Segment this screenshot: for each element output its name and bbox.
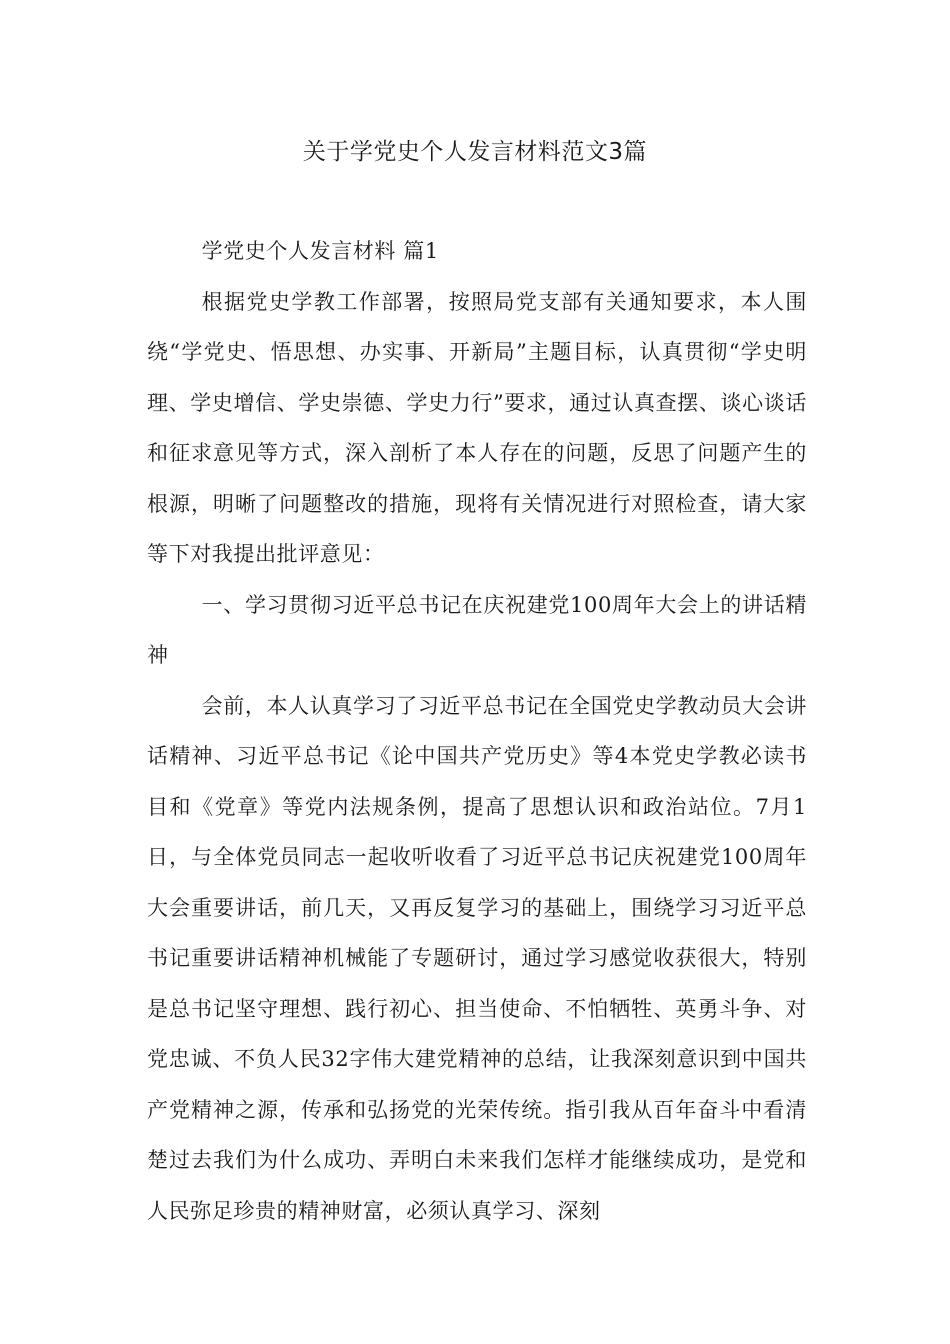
section-heading-1: 一、学习贯彻习近平总书记在庆祝建党100周年大会上的讲话精神 bbox=[147, 592, 807, 667]
paragraph-intro: 根据党史学教工作部署，按照局党支部有关通知要求，本人围绕“学党史、悟思想、办实事、开新局”主题目标，认真贯彻“学史明理、学史增信、学史崇德、学史力行”要求，通过认真查摆、谈心谈话和征求意见等方式，深入剖析了本人存在的问题，反思了问题产生的根源，明晰了问题整改的措施，现将有关情况进行对照检查，请大家等下对我提出批评意见： bbox=[147, 289, 807, 566]
document-body bbox=[147, 226, 807, 1236]
section-subtitle: 学党史个人发言材料 篇1 bbox=[201, 239, 439, 263]
document-title: 关于学党史个人发言材料范文3篇 bbox=[302, 139, 648, 165]
paragraph-body: 会前，本人认真学习了习近平总书记在全国党史学教动员大会讲话精神、习近平总书记《论中国共产党历史》等4本党史学教必读书目和《党章》等党内法规条例，提高了思想认识和政治站位。7月1日，与全体党员同志一起收听收看了习近平总书记庆祝建党100周年大会重要讲话，前几天，又再反复学习的基础上，围绕学习习近平总书记重要讲话精神机械能了专题研讨，通过学习感觉收获很大，特别是总书记坚守理想、践行初心、担当使命、不怕牺牲、英勇斗争、对党忠诚、不负人民32字伟大建党精神的总结，让我深刻意识到中国共产党精神之源，传承和弘扬党的光荣传统。指引我从百年奋斗中看清楚过去我们为什么成功、弄明白未来我们怎样才能继续成功，是党和人民弥足珍贵的精神财富，必须认真学习、深刻 bbox=[147, 693, 807, 1223]
